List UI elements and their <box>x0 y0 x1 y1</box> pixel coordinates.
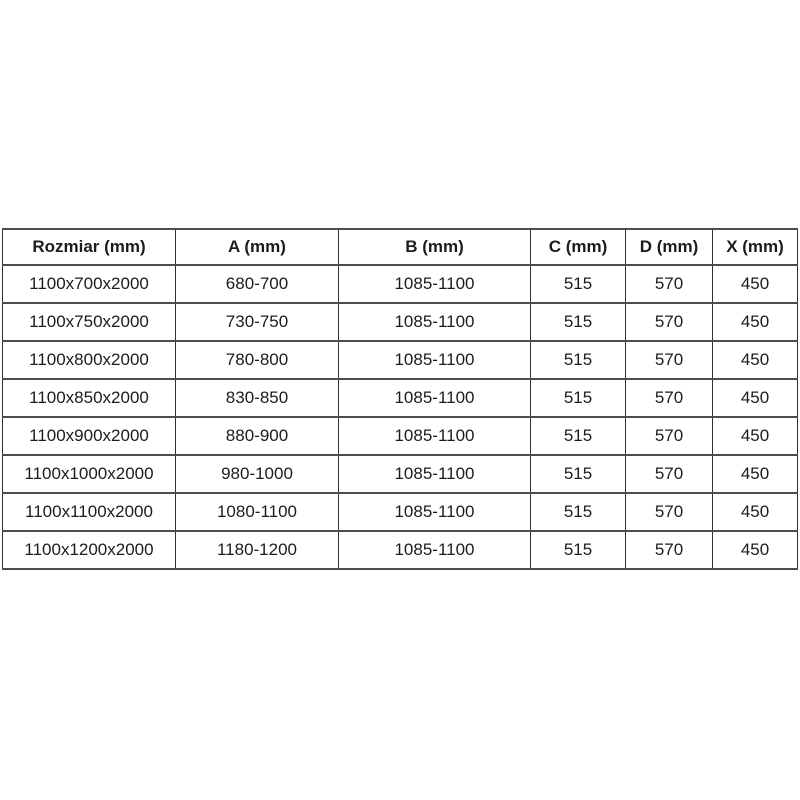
table-cell: 450 <box>713 265 798 303</box>
table-cell: 515 <box>531 303 626 341</box>
table-cell: 570 <box>626 379 713 417</box>
table-row <box>3 417 798 455</box>
table-cell: 450 <box>713 341 798 379</box>
table-cell: 570 <box>626 455 713 493</box>
table-cell: 570 <box>626 531 713 569</box>
table-cell: 1085-1100 <box>339 531 531 569</box>
table-cell: 1085-1100 <box>339 417 531 455</box>
table-cell: 1080-1100 <box>176 493 339 531</box>
table-cell: 1100x700x2000 <box>3 265 176 303</box>
table-header-row <box>3 229 798 265</box>
table-row <box>3 531 798 569</box>
table-cell: 515 <box>531 531 626 569</box>
col-header-b: B (mm) <box>339 229 531 265</box>
table-cell: 515 <box>531 341 626 379</box>
table-cell: 570 <box>626 417 713 455</box>
table-cell: 980-1000 <box>176 455 339 493</box>
table-cell: 515 <box>531 455 626 493</box>
table-cell: 450 <box>713 417 798 455</box>
table-cell: 450 <box>713 531 798 569</box>
table-cell: 1100x850x2000 <box>3 379 176 417</box>
table-cell: 515 <box>531 379 626 417</box>
table-row <box>3 379 798 417</box>
col-header-x: X (mm) <box>713 229 798 265</box>
table-cell: 515 <box>531 417 626 455</box>
table-cell: 450 <box>713 303 798 341</box>
table-cell: 780-800 <box>176 341 339 379</box>
table-cell: 515 <box>531 265 626 303</box>
table-cell: 1085-1100 <box>339 265 531 303</box>
table-cell: 1085-1100 <box>339 303 531 341</box>
table-cell: 1100x1000x2000 <box>3 455 176 493</box>
table-row <box>3 341 798 379</box>
table-cell: 1085-1100 <box>339 341 531 379</box>
col-header-d: D (mm) <box>626 229 713 265</box>
col-header-rozmiar: Rozmiar (mm) <box>3 229 176 265</box>
table-cell: 880-900 <box>176 417 339 455</box>
table-row <box>3 455 798 493</box>
col-header-a: A (mm) <box>176 229 339 265</box>
table-cell: 1085-1100 <box>339 455 531 493</box>
table-cell: 1100x1100x2000 <box>3 493 176 531</box>
table-cell: 830-850 <box>176 379 339 417</box>
table-cell: 730-750 <box>176 303 339 341</box>
table-cell: 1100x900x2000 <box>3 417 176 455</box>
size-spec-table <box>2 228 798 570</box>
table-cell: 570 <box>626 265 713 303</box>
table-cell: 1100x800x2000 <box>3 341 176 379</box>
table-cell: 1100x750x2000 <box>3 303 176 341</box>
table-row <box>3 303 798 341</box>
table-row <box>3 493 798 531</box>
table-cell: 450 <box>713 379 798 417</box>
col-header-c: C (mm) <box>531 229 626 265</box>
table-cell: 450 <box>713 455 798 493</box>
table-cell: 1085-1100 <box>339 379 531 417</box>
table-cell: 570 <box>626 303 713 341</box>
table-cell: 515 <box>531 493 626 531</box>
table-cell: 570 <box>626 341 713 379</box>
table-cell: 1100x1200x2000 <box>3 531 176 569</box>
table-cell: 1085-1100 <box>339 493 531 531</box>
table-cell: 450 <box>713 493 798 531</box>
table-body <box>3 265 798 569</box>
table-row <box>3 265 798 303</box>
table-cell: 1180-1200 <box>176 531 339 569</box>
table-cell: 570 <box>626 493 713 531</box>
table-cell: 680-700 <box>176 265 339 303</box>
